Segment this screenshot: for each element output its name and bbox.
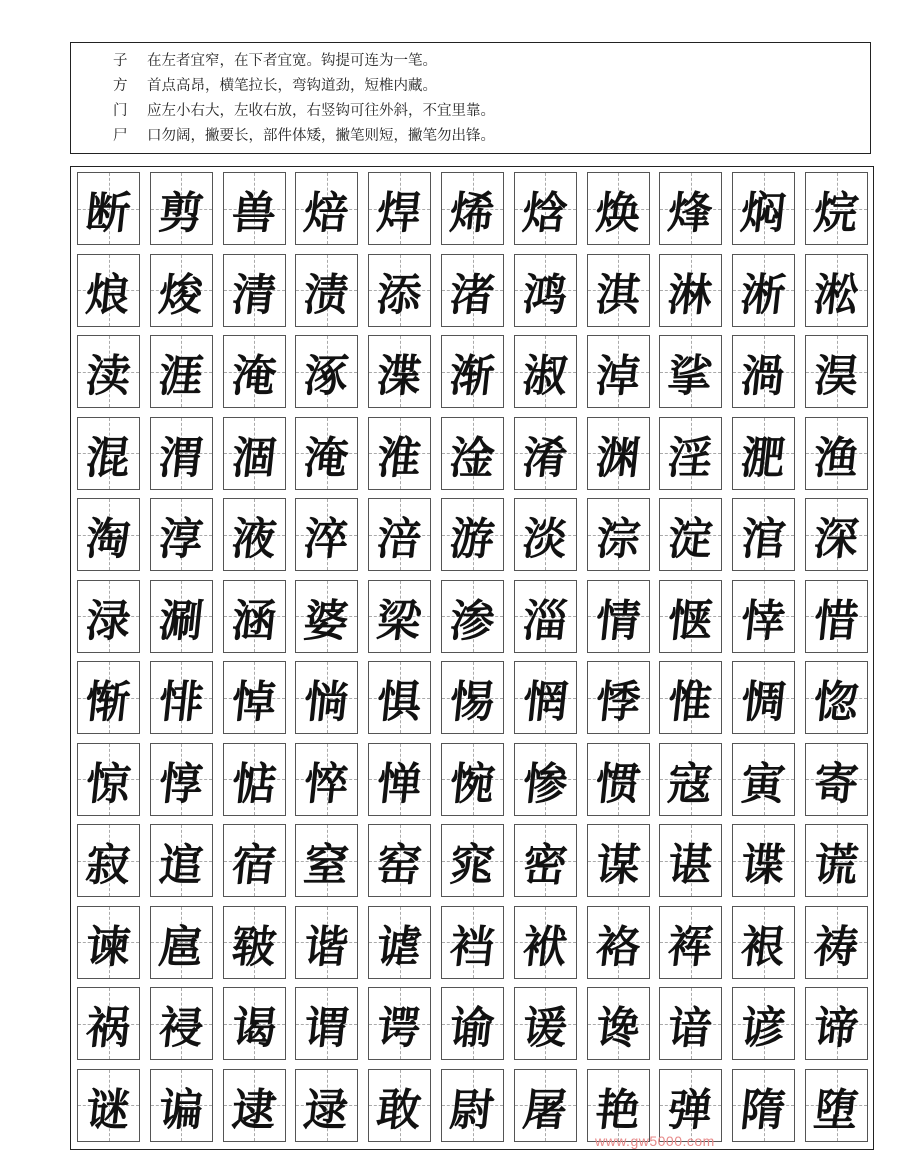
calligraphy-character: 惮 xyxy=(374,758,424,809)
calligraphy-character: 谕 xyxy=(447,1002,497,1054)
calligraphy-character: 烺 xyxy=(83,269,133,320)
calligraphy-character: 谎 xyxy=(811,839,861,891)
calligraphy-character: 尉 xyxy=(447,1084,497,1135)
calligraphy-character: 淑 xyxy=(520,350,570,402)
calligraphy-character: 堕 xyxy=(811,1084,861,1135)
calligraphy-character: 焖 xyxy=(738,187,788,239)
grid-row xyxy=(77,172,868,245)
calligraphy-character: 深 xyxy=(811,513,861,565)
calligraphy-character: 悼 xyxy=(228,676,279,728)
grid-cell xyxy=(150,498,213,571)
grid-cell xyxy=(441,417,504,490)
calligraphy-character: 逯 xyxy=(301,1084,352,1135)
note-radical: 尸 xyxy=(113,128,128,144)
calligraphy-character: 混 xyxy=(83,432,133,483)
calligraphy-character: 悸 xyxy=(592,676,643,728)
grid-cell xyxy=(77,906,140,979)
grid-cell xyxy=(77,1069,140,1142)
grid-cell xyxy=(659,906,722,979)
calligraphy-character: 涪 xyxy=(374,513,424,565)
grid-cell xyxy=(368,580,431,653)
grid-cell xyxy=(150,580,213,653)
calligraphy-character: 敢 xyxy=(374,1084,424,1135)
grid-cell xyxy=(150,1069,213,1142)
note-text: 在左者宜窄，在下者宜宽。钩提可连为一笔。 xyxy=(147,53,437,69)
calligraphy-character: 烯 xyxy=(447,187,497,239)
grid-cell xyxy=(732,335,795,408)
grid-cell xyxy=(587,417,650,490)
calligraphy-character: 渎 xyxy=(83,350,133,402)
calligraphy-character: 惚 xyxy=(811,676,861,728)
calligraphy-character: 淫 xyxy=(665,432,716,483)
grid-cell xyxy=(659,254,722,327)
grid-cell xyxy=(77,498,140,571)
grid-row xyxy=(77,417,868,490)
calligraphy-character: 涮 xyxy=(156,595,206,646)
grid-cell xyxy=(805,1069,868,1142)
calligraphy-character: 寂 xyxy=(83,839,133,891)
grid-cell xyxy=(659,498,722,571)
calligraphy-character: 渍 xyxy=(301,269,352,320)
calligraphy-character: 清 xyxy=(228,269,279,320)
calligraphy-character: 谓 xyxy=(301,1002,352,1054)
grid-cell xyxy=(514,498,577,571)
grid-cell xyxy=(805,498,868,571)
grid-cell xyxy=(659,661,722,734)
calligraphy-character: 谝 xyxy=(156,1084,206,1135)
grid-cell xyxy=(659,987,722,1060)
grid-cell xyxy=(223,824,286,897)
calligraphy-character: 淹 xyxy=(228,350,279,402)
calligraphy-character: 惯 xyxy=(592,758,643,809)
grid-cell xyxy=(805,743,868,816)
calligraphy-character: 惊 xyxy=(83,758,133,809)
calligraphy-character: 艳 xyxy=(592,1084,643,1135)
grid-cell xyxy=(295,661,358,734)
grid-cell xyxy=(223,335,286,408)
calligraphy-character: 扈 xyxy=(156,921,206,972)
calligraphy-character: 惬 xyxy=(665,595,716,646)
calligraphy-character: 烽 xyxy=(665,187,716,239)
grid-cell xyxy=(77,335,140,408)
calligraphy-character: 淹 xyxy=(301,432,352,483)
grid-cell xyxy=(368,824,431,897)
calligraphy-character: 淝 xyxy=(738,432,788,483)
calligraphy-character: 惕 xyxy=(447,676,497,728)
note-line xyxy=(113,126,495,146)
grid-cell xyxy=(805,335,868,408)
grid-cell xyxy=(805,417,868,490)
calligraphy-character: 烷 xyxy=(811,187,861,239)
calligraphy-character: 游 xyxy=(447,513,497,565)
grid-cell xyxy=(732,661,795,734)
grid-cell xyxy=(587,498,650,571)
grid-cell xyxy=(805,580,868,653)
grid-cell xyxy=(77,987,140,1060)
grid-cell xyxy=(805,254,868,327)
calligraphy-character: 袱 xyxy=(520,921,570,972)
calligraphy-character: 隋 xyxy=(738,1084,788,1135)
grid-cell xyxy=(295,335,358,408)
calligraphy-character: 渊 xyxy=(592,432,643,483)
calligraphy-character: 涸 xyxy=(228,432,279,483)
note-radical: 门 xyxy=(113,103,128,119)
grid-cell xyxy=(805,661,868,734)
grid-cell xyxy=(150,987,213,1060)
calligraphy-character: 鸿 xyxy=(520,269,570,320)
calligraphy-character: 谛 xyxy=(811,1002,861,1054)
grid-cell xyxy=(368,172,431,245)
note-line xyxy=(113,101,495,121)
calligraphy-character: 添 xyxy=(374,269,424,320)
grid-cell xyxy=(223,743,286,816)
grid-cell xyxy=(805,987,868,1060)
calligraphy-character: 淅 xyxy=(738,269,788,320)
grid-cell xyxy=(514,1069,577,1142)
calligraphy-character: 惨 xyxy=(520,758,570,809)
grid-cell xyxy=(587,335,650,408)
calligraphy-character: 寇 xyxy=(665,758,716,809)
grid-cell xyxy=(732,987,795,1060)
calligraphy-character: 淦 xyxy=(447,432,497,483)
grid-row xyxy=(77,254,868,327)
grid-cell xyxy=(587,906,650,979)
grid-cell xyxy=(295,172,358,245)
grid-cell xyxy=(77,172,140,245)
grid-cell xyxy=(441,335,504,408)
calligraphy-character: 谗 xyxy=(592,1002,643,1054)
grid-cell xyxy=(295,254,358,327)
grid-cell xyxy=(368,335,431,408)
note-text: 应左小右大，左收右放，右竖钩可往外斜，不宜里靠。 xyxy=(147,103,495,119)
grid-cell xyxy=(441,906,504,979)
grid-cell xyxy=(805,906,868,979)
calligraphy-character: 挲 xyxy=(665,350,716,402)
notes-box xyxy=(70,42,871,154)
calligraphy-character: 涫 xyxy=(738,513,788,565)
grid-cell xyxy=(77,824,140,897)
grid-cell xyxy=(659,335,722,408)
calligraphy-character: 窒 xyxy=(301,839,352,891)
calligraphy-character: 婆 xyxy=(301,595,352,646)
calligraphy-character: 袼 xyxy=(592,921,643,972)
calligraphy-character: 淡 xyxy=(520,513,570,565)
calligraphy-character: 淳 xyxy=(156,513,206,565)
grid-cell xyxy=(295,743,358,816)
grid-row xyxy=(77,580,868,653)
calligraphy-character: 淏 xyxy=(811,350,861,402)
calligraphy-character: 谐 xyxy=(301,921,352,972)
grid-row xyxy=(77,987,868,1060)
grid-cell xyxy=(295,417,358,490)
grid-cell xyxy=(514,661,577,734)
calligraphy-character: 惇 xyxy=(156,758,206,809)
grid-cell xyxy=(514,580,577,653)
grid-cell xyxy=(295,580,358,653)
grid-cell xyxy=(587,580,650,653)
grid-cell xyxy=(659,824,722,897)
grid-cell xyxy=(441,498,504,571)
calligraphy-character: 渗 xyxy=(447,595,497,646)
grid-row xyxy=(77,1069,868,1142)
grid-cell xyxy=(150,335,213,408)
grid-cell xyxy=(295,824,358,897)
calligraphy-character: 淋 xyxy=(665,269,716,320)
grid-cell xyxy=(77,743,140,816)
grid-cell xyxy=(368,661,431,734)
grid-cell xyxy=(223,987,286,1060)
grid-cell xyxy=(295,1069,358,1142)
grid-cell xyxy=(441,580,504,653)
grid-cell xyxy=(514,824,577,897)
grid-cell xyxy=(587,172,650,245)
calligraphy-character: 裆 xyxy=(447,921,497,972)
calligraphy-character: 惆 xyxy=(738,676,788,728)
calligraphy-character: 断 xyxy=(83,187,133,239)
grid-row xyxy=(77,743,868,816)
grid-cell xyxy=(368,987,431,1060)
calligraphy-character: 谙 xyxy=(665,1002,716,1054)
grid-row xyxy=(77,335,868,408)
grid-cell xyxy=(732,824,795,897)
calligraphy-character: 悻 xyxy=(738,595,788,646)
note-text: 首点高昂，横笔拉长，弯钩道劲，短椎内藏。 xyxy=(147,78,437,94)
grid-cell xyxy=(587,824,650,897)
calligraphy-character: 弹 xyxy=(665,1084,716,1135)
calligraphy-character: 祷 xyxy=(811,921,861,972)
grid-cell xyxy=(732,498,795,571)
grid-cell xyxy=(150,906,213,979)
grid-row xyxy=(77,906,868,979)
grid-cell xyxy=(223,254,286,327)
grid-cell xyxy=(223,172,286,245)
grid-cell xyxy=(223,498,286,571)
calligraphy-character: 谖 xyxy=(520,1002,570,1054)
grid-row xyxy=(77,498,868,571)
calligraphy-character: 惦 xyxy=(228,758,279,809)
calligraphy-character: 淀 xyxy=(665,513,716,565)
grid-cell xyxy=(368,743,431,816)
grid-cell xyxy=(295,987,358,1060)
calligraphy-character: 涵 xyxy=(228,595,279,646)
grid-cell xyxy=(150,254,213,327)
grid-cell xyxy=(659,743,722,816)
grid-cell xyxy=(732,172,795,245)
calligraphy-character: 液 xyxy=(228,513,279,565)
grid-cell xyxy=(77,254,140,327)
grid-cell xyxy=(77,417,140,490)
calligraphy-character: 逭 xyxy=(156,839,206,891)
calligraphy-character: 谜 xyxy=(83,1084,133,1135)
calligraphy-character: 谏 xyxy=(83,921,133,972)
grid-cell xyxy=(441,661,504,734)
calligraphy-character: 情 xyxy=(592,595,643,646)
grid-cell xyxy=(368,417,431,490)
calligraphy-character: 惘 xyxy=(520,676,570,728)
grid-cell xyxy=(441,743,504,816)
calligraphy-character: 窑 xyxy=(374,839,424,891)
note-radical: 子 xyxy=(113,53,128,69)
grid-cell xyxy=(77,580,140,653)
grid-cell xyxy=(150,417,213,490)
grid-cell xyxy=(587,254,650,327)
grid-cell xyxy=(805,824,868,897)
grid-cell xyxy=(514,335,577,408)
calligraphy-character: 悴 xyxy=(301,758,352,809)
calligraphy-character: 淇 xyxy=(592,269,643,320)
calligraphy-character: 祸 xyxy=(83,1002,133,1054)
calligraphy-character: 焙 xyxy=(301,187,352,239)
grid-cell xyxy=(441,1069,504,1142)
calligraphy-character: 淬 xyxy=(301,513,352,565)
grid-cell xyxy=(150,172,213,245)
calligraphy-character: 渔 xyxy=(811,432,861,483)
grid-cell xyxy=(223,417,286,490)
grid-cell xyxy=(732,906,795,979)
calligraphy-character: 淮 xyxy=(374,432,424,483)
grid-cell xyxy=(223,661,286,734)
calligraphy-character: 惧 xyxy=(374,676,424,728)
grid-cell xyxy=(77,661,140,734)
calligraphy-character: 焊 xyxy=(374,187,424,239)
grid-cell xyxy=(223,906,286,979)
grid-cell xyxy=(295,498,358,571)
grid-cell xyxy=(295,906,358,979)
grid-cell xyxy=(732,254,795,327)
grid-cell xyxy=(223,1069,286,1142)
calligraphy-character: 谒 xyxy=(228,1002,279,1054)
calligraphy-character: 淞 xyxy=(811,269,861,320)
grid-cell xyxy=(805,172,868,245)
calligraphy-character: 窕 xyxy=(447,839,497,891)
grid-cell xyxy=(514,743,577,816)
grid-cell xyxy=(441,254,504,327)
calligraphy-character: 渭 xyxy=(156,432,206,483)
grid-cell xyxy=(150,824,213,897)
grid-cell xyxy=(368,254,431,327)
calligraphy-character: 祲 xyxy=(156,1002,206,1054)
calligraphy-character: 逮 xyxy=(228,1084,279,1135)
calligraphy-character: 淙 xyxy=(592,513,643,565)
calligraphy-character: 谑 xyxy=(374,921,424,972)
calligraphy-character: 焕 xyxy=(592,187,643,239)
calligraphy-character: 焌 xyxy=(156,269,206,320)
calligraphy-character: 寅 xyxy=(738,758,788,809)
calligraphy-character: 涿 xyxy=(301,350,352,402)
calligraphy-character: 渌 xyxy=(83,595,133,646)
calligraphy-character: 渐 xyxy=(447,350,497,402)
watermark: www.gw5000.com xyxy=(595,1133,715,1149)
grid-cell xyxy=(223,580,286,653)
grid-cell xyxy=(514,417,577,490)
grid-cell xyxy=(659,172,722,245)
grid-cell xyxy=(732,417,795,490)
grid-cell xyxy=(368,498,431,571)
note-text: 口勿阔，撇要长，部件体矮，撇笔则短，撇笔勿出锋。 xyxy=(147,128,495,144)
calligraphy-character: 屠 xyxy=(520,1084,570,1135)
calligraphy-character: 谔 xyxy=(374,1002,424,1054)
grid-cell xyxy=(514,254,577,327)
calligraphy-character: 淄 xyxy=(520,595,570,646)
grid-cell xyxy=(514,906,577,979)
grid-cell xyxy=(587,743,650,816)
calligraphy-character: 渦 xyxy=(738,350,788,402)
note-line xyxy=(113,76,437,96)
calligraphy-character: 兽 xyxy=(228,187,279,239)
calligraphy-character: 涯 xyxy=(156,350,206,402)
calligraphy-character: 谌 xyxy=(665,839,716,891)
grid-cell xyxy=(150,661,213,734)
calligraphy-character: 淖 xyxy=(592,350,643,402)
calligraphy-character: 裈 xyxy=(665,921,716,972)
calligraphy-character: 淘 xyxy=(83,513,133,565)
calligraphy-character: 渚 xyxy=(447,269,497,320)
calligraphy-character: 谍 xyxy=(738,839,788,891)
note-line xyxy=(113,51,437,71)
calligraphy-character: 惟 xyxy=(665,676,716,728)
grid-cell xyxy=(659,417,722,490)
calligraphy-character: 剪 xyxy=(156,187,206,239)
grid-cell xyxy=(732,743,795,816)
calligraphy-character: 淆 xyxy=(520,432,570,483)
calligraphy-character: 悱 xyxy=(156,676,206,728)
grid-cell xyxy=(732,1069,795,1142)
calligraphy-character: 密 xyxy=(520,839,570,891)
grid-row xyxy=(77,824,868,897)
calligraphy-character: 惭 xyxy=(83,676,133,728)
calligraphy-character: 焓 xyxy=(520,187,570,239)
calligraphy-character: 谚 xyxy=(738,1002,788,1054)
calligraphy-character: 谋 xyxy=(592,839,643,891)
grid-cell xyxy=(732,580,795,653)
grid-cell xyxy=(587,987,650,1060)
note-radical: 方 xyxy=(113,78,128,94)
calligraphy-character: 梁 xyxy=(374,595,424,646)
grid-cell xyxy=(587,661,650,734)
calligraphy-character: 宿 xyxy=(228,839,279,891)
calligraphy-character: 裉 xyxy=(738,921,788,972)
grid-cell xyxy=(587,1069,650,1142)
calligraphy-character: 皲 xyxy=(228,921,279,972)
grid-cell xyxy=(514,987,577,1060)
grid-cell xyxy=(368,906,431,979)
grid-cell xyxy=(441,172,504,245)
calligraphy-character: 渫 xyxy=(374,350,424,402)
calligraphy-character: 惜 xyxy=(811,595,861,646)
practice-grid xyxy=(70,166,874,1150)
grid-cell xyxy=(150,743,213,816)
calligraphy-character: 惝 xyxy=(301,676,352,728)
calligraphy-character: 寄 xyxy=(811,758,861,809)
grid-cell xyxy=(659,1069,722,1142)
grid-row xyxy=(77,661,868,734)
grid-cell xyxy=(441,987,504,1060)
grid-cell xyxy=(514,172,577,245)
grid-cell xyxy=(659,580,722,653)
calligraphy-character: 惋 xyxy=(447,758,497,809)
grid-cell xyxy=(441,824,504,897)
grid-cell xyxy=(368,1069,431,1142)
